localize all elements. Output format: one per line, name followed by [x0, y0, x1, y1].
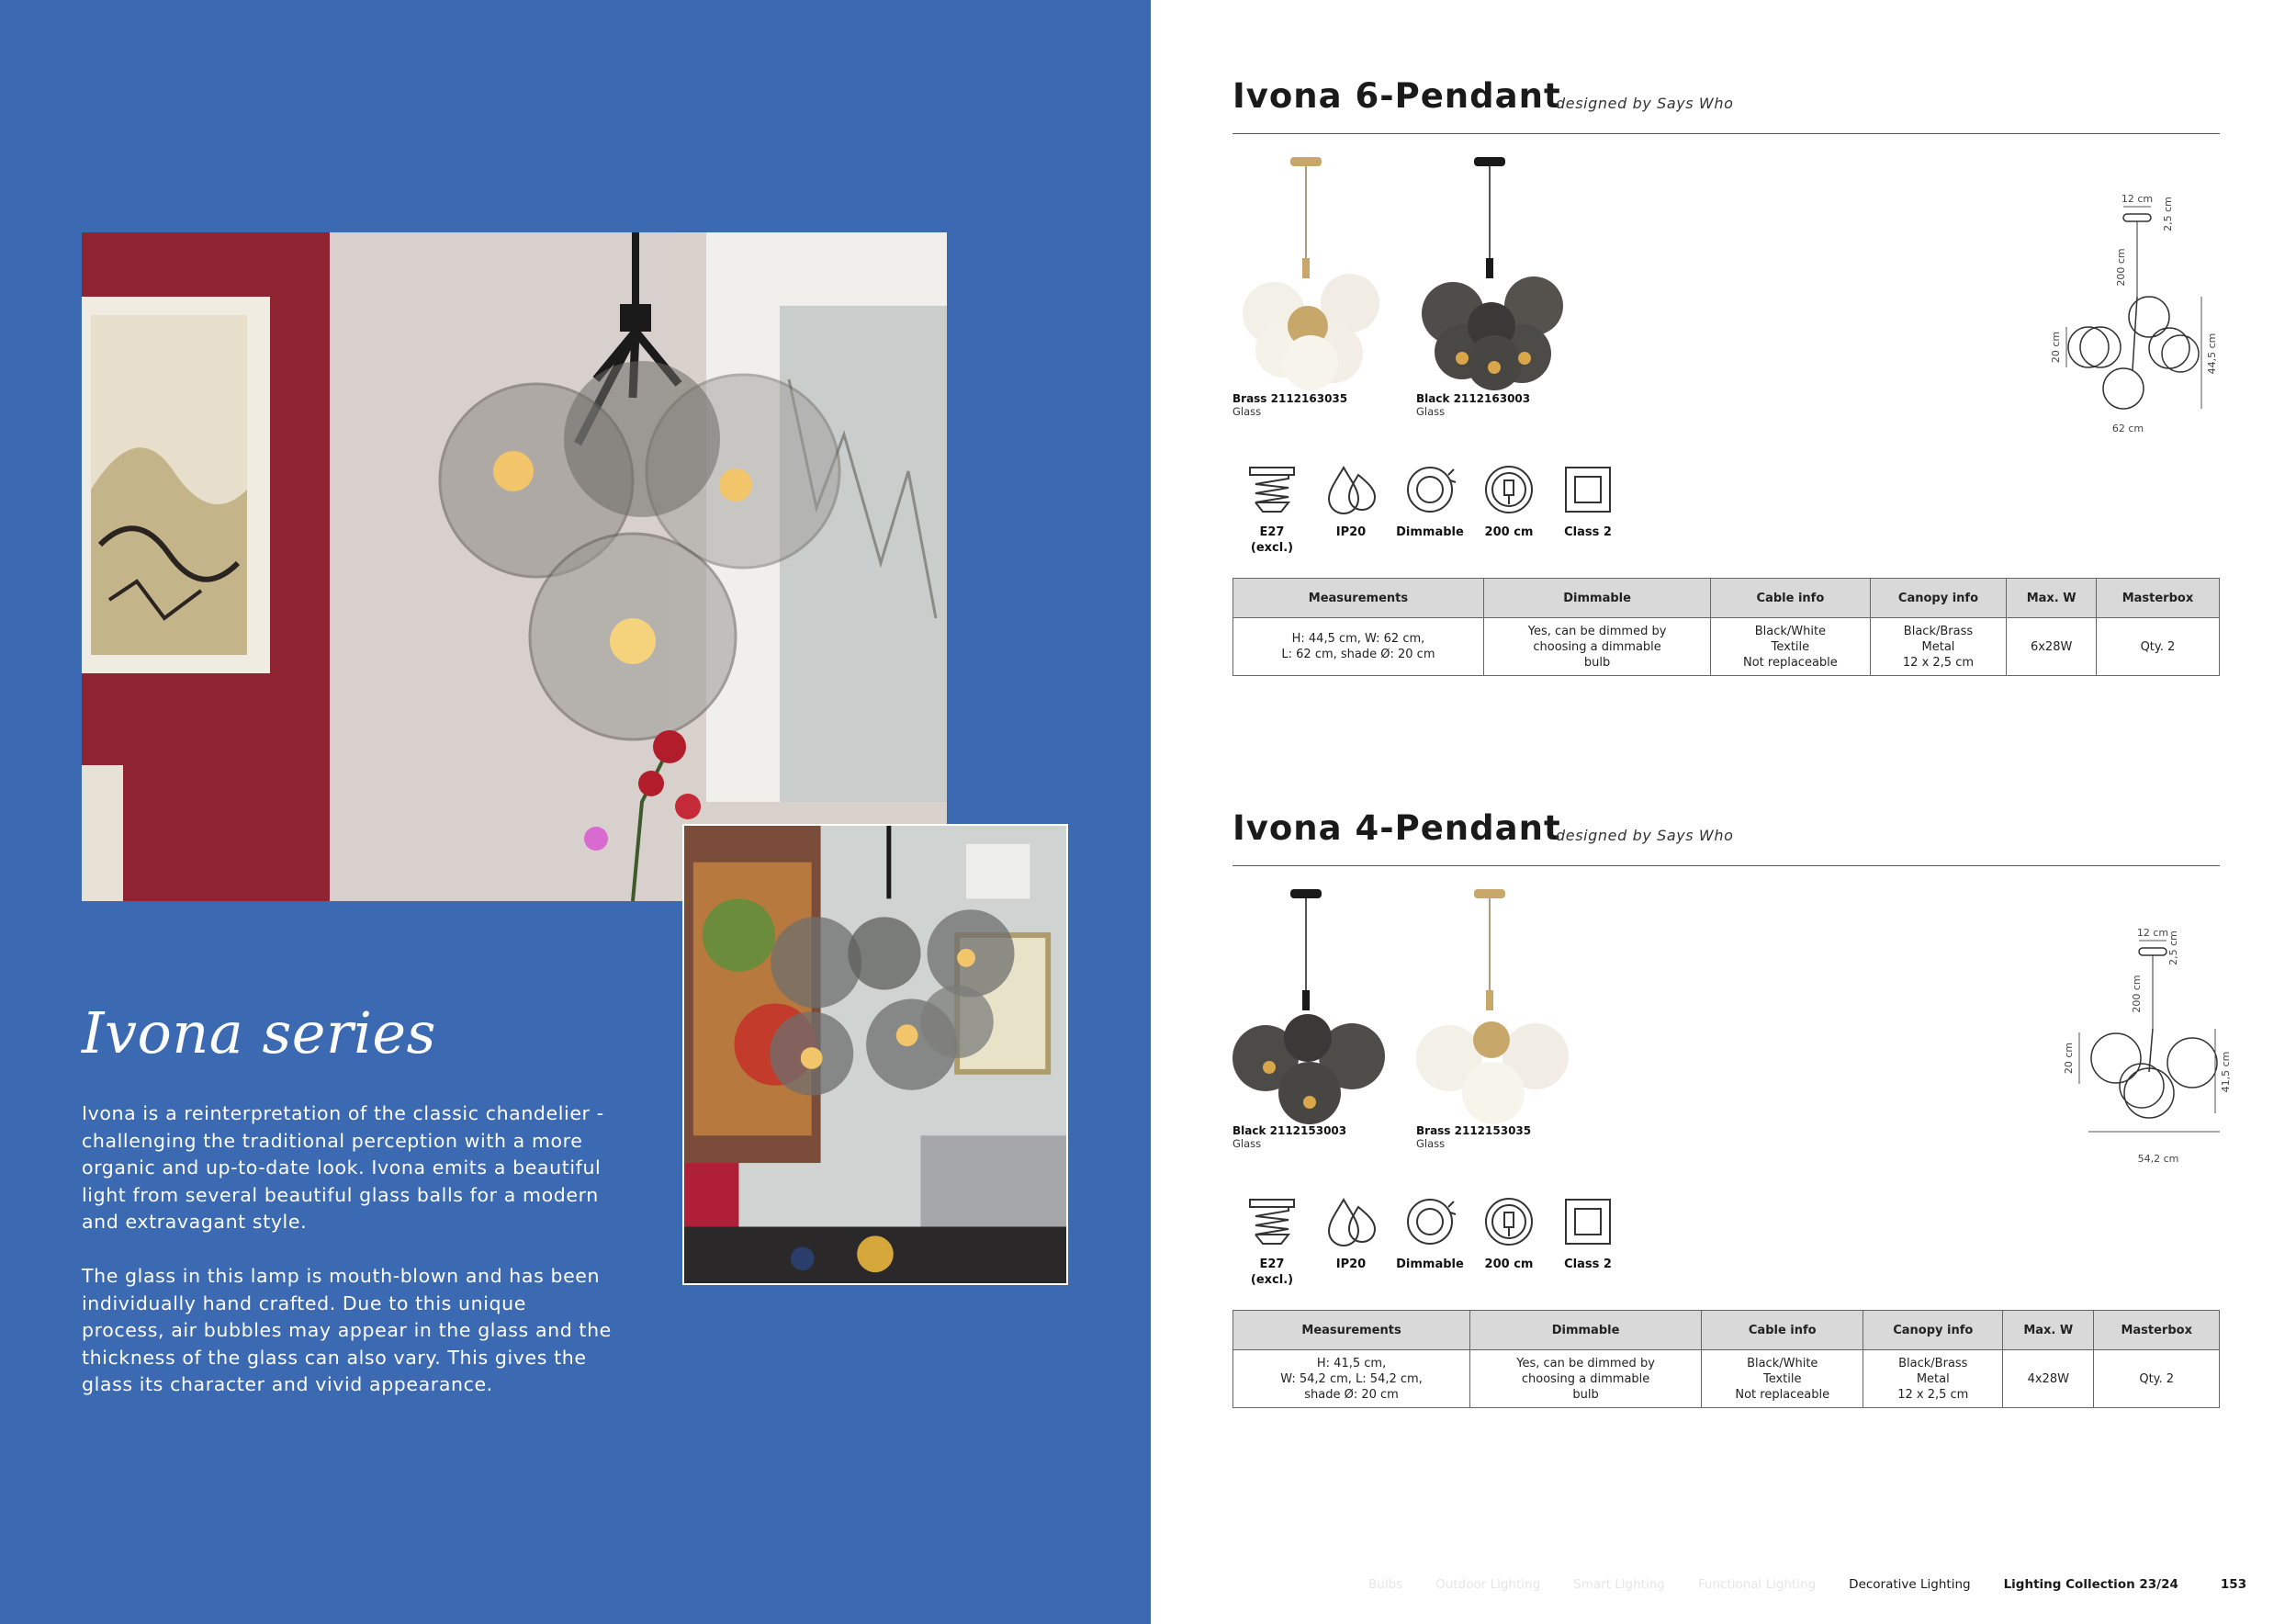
spec-header: Masterbox: [2096, 579, 2219, 618]
variant-material: Glass: [1232, 405, 1262, 418]
spec-cell: Black/White Textile Not replaceable: [1702, 1350, 1863, 1408]
feature-icons: [1232, 462, 1627, 556]
variant-material: Glass: [1232, 1137, 1262, 1150]
designer-credit: designed by Says Who: [1556, 95, 1734, 112]
spec-header: Dimmable: [1470, 1311, 1702, 1350]
dim-height: 44,5 cm: [2206, 333, 2218, 375]
feature-socket: [1232, 462, 1311, 556]
page-number: 153: [2220, 1577, 2247, 1592]
spec-header: Canopy info: [1863, 1311, 2003, 1350]
dimension-drawing: [2032, 186, 2220, 434]
product-header: [1232, 808, 2220, 866]
series-paragraph: The glass in this lamp is mouth-blown and has been individually hand crafted. Due to this unique process, air bubbles may appear in the glass and the thickness of the glass can also vary. This gives the glass its character and vivid appearance.: [82, 1265, 612, 1395]
dim-canopy: 12 cm: [2136, 927, 2169, 939]
dim-canopy: 12 cm: [2121, 193, 2154, 205]
variant-name: Brass 2112153035: [1416, 1124, 1532, 1137]
dim-shade: 20 cm: [2050, 331, 2062, 364]
spec-header: Max. W: [2003, 1311, 2094, 1350]
feature-icons: [1232, 1194, 1627, 1288]
feature-cable: [1469, 1194, 1548, 1288]
feature-label: 200 cm: [1484, 525, 1534, 539]
black-pendant-image: [1416, 152, 1577, 400]
spec-cell: Black/Brass Metal 12 x 2,5 cm: [1870, 618, 2007, 676]
designer-credit: designed by Says Who: [1556, 827, 1734, 844]
feature-ip: [1311, 462, 1390, 556]
feature-label: IP20: [1335, 1257, 1367, 1271]
brass-pendant-image: [1232, 152, 1393, 400]
feature-ip: [1311, 1194, 1390, 1288]
spec-header: Masterbox: [2094, 1311, 2220, 1350]
cable-icon: [1481, 462, 1536, 517]
spec-cell: H: 41,5 cm, W: 54,2 cm, L: 54,2 cm, shade Ø: 20 cm: [1233, 1350, 1470, 1408]
dim-canopy-height: 2,5 cm: [2162, 197, 2174, 231]
lifestyle-photo-main: [82, 232, 947, 901]
spec-header: Measurements: [1233, 579, 1484, 618]
black-pendant-image: [1232, 884, 1393, 1132]
feature-label: IP20: [1335, 525, 1367, 539]
dim-canopy-height: 2,5 cm: [2167, 930, 2179, 965]
dim-cable: 200 cm: [2115, 248, 2127, 287]
product-header: [1232, 76, 2220, 134]
dimmer-icon: [1402, 462, 1458, 517]
spec-cell: Qty. 2: [2094, 1350, 2220, 1408]
variant-brass: [1416, 884, 1577, 1150]
table-row: [1233, 618, 2220, 676]
footer-nav-smart[interactable]: Smart Lighting: [1573, 1577, 1665, 1592]
dim-height: 41,5 cm: [2220, 1051, 2232, 1093]
collection-title: Lighting Collection 23/24: [2003, 1577, 2178, 1592]
spec-header: Cable info: [1702, 1311, 1863, 1350]
feature-class: [1548, 462, 1627, 556]
spec-cell: 6x28W: [2007, 618, 2096, 676]
spec-cell: 4x28W: [2003, 1350, 2094, 1408]
feature-label: Class 2: [1564, 1257, 1612, 1271]
cable-icon: [1481, 1194, 1536, 1249]
feature-label: E27 (excl.): [1250, 1257, 1294, 1287]
spec-cell: Black/Brass Metal 12 x 2,5 cm: [1863, 1350, 2003, 1408]
feature-label: Class 2: [1564, 525, 1612, 539]
series-description: [82, 1100, 614, 1426]
feature-socket: [1232, 1194, 1311, 1288]
variant-name: Brass 2112163035: [1232, 392, 1348, 405]
feature-label: E27 (excl.): [1250, 525, 1294, 555]
spec-header: Cable info: [1711, 579, 1870, 618]
spec-cell: H: 44,5 cm, W: 62 cm, L: 62 cm, shade Ø: 20 cm: [1233, 618, 1484, 676]
lifestyle-photo-secondary: [682, 824, 1068, 1285]
variant-name: Black 2112153003: [1232, 1124, 1347, 1137]
page-footer: [1368, 1577, 2246, 1592]
table-row: [1233, 1350, 2220, 1408]
feature-label: 200 cm: [1484, 1257, 1534, 1271]
class-2-icon: [1560, 1194, 1615, 1249]
feature-label: Dimmable: [1396, 525, 1464, 539]
variant-material: Glass: [1416, 1137, 1446, 1150]
variant-brass: [1232, 152, 1393, 418]
dim-width: 54,2 cm: [2137, 1153, 2179, 1165]
series-paragraph: Ivona is a reinterpretation of the classic chandelier - challenging the traditional perception with a more organic and up-to-date look. Ivona emits a beautiful light from several beautiful glass balls for a modern and extravagant style.: [82, 1102, 604, 1233]
spec-header: Measurements: [1233, 1311, 1470, 1350]
footer-nav-outdoor[interactable]: Outdoor Lighting: [1435, 1577, 1541, 1592]
series-title: Ivona series: [82, 999, 436, 1066]
bulb-socket-icon: [1244, 1194, 1300, 1249]
spec-header: Dimmable: [1483, 579, 1710, 618]
footer-nav-decorative[interactable]: Decorative Lighting: [1849, 1577, 1971, 1592]
product-title: Ivona 6-Pendant: [1232, 76, 1561, 116]
variant-black: [1232, 884, 1393, 1150]
spec-header: Canopy info: [1870, 579, 2007, 618]
spec-table: [1232, 578, 2220, 676]
product-title: Ivona 4-Pendant: [1232, 808, 1561, 848]
brass-pendant-image: [1416, 884, 1577, 1132]
water-drop-icon: [1323, 462, 1379, 517]
water-drop-icon: [1323, 1194, 1379, 1249]
spec-cell: Yes, can be dimmed by choosing a dimmable bulb: [1470, 1350, 1702, 1408]
product-ivona-4-pendant: [1232, 808, 2232, 1415]
variant-name: Black 2112163003: [1416, 392, 1531, 405]
dim-width: 62 cm: [2111, 423, 2144, 434]
product-ivona-6-pendant: [1232, 76, 2220, 682]
feature-cable: [1469, 462, 1548, 556]
dimmer-icon: [1402, 1194, 1458, 1249]
spec-cell: Yes, can be dimmed by choosing a dimmable bulb: [1483, 618, 1710, 676]
footer-nav-functional[interactable]: Functional Lighting: [1697, 1577, 1817, 1592]
feature-class: [1548, 1194, 1627, 1288]
feature-label: Dimmable: [1396, 1257, 1464, 1271]
variant-black: [1416, 152, 1577, 418]
spec-table: [1232, 1310, 2220, 1408]
dimension-drawing: [2032, 920, 2232, 1168]
spec-cell: Black/White Textile Not replaceable: [1711, 618, 1870, 676]
bulb-socket-icon: [1244, 462, 1300, 517]
feature-dimmable: [1390, 1194, 1469, 1288]
variant-material: Glass: [1416, 405, 1446, 418]
dim-cable: 200 cm: [2131, 975, 2143, 1013]
footer-nav-bulbs[interactable]: Bulbs: [1368, 1577, 1403, 1592]
spec-cell: Qty. 2: [2096, 618, 2219, 676]
spec-header: Max. W: [2007, 579, 2096, 618]
class-2-icon: [1560, 462, 1615, 517]
dim-shade: 20 cm: [2063, 1042, 2075, 1075]
feature-dimmable: [1390, 462, 1469, 556]
